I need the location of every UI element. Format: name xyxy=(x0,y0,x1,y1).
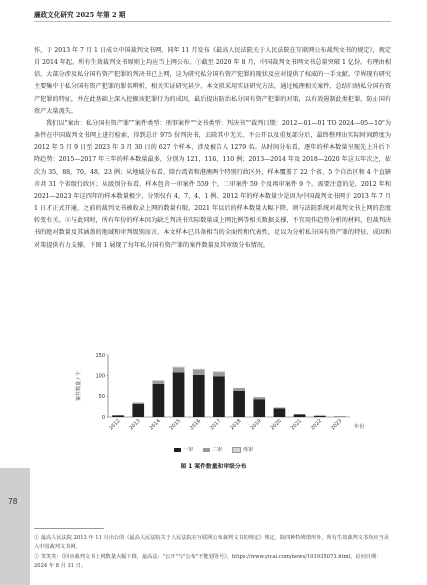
bar-chart xyxy=(70,347,370,447)
y-tick-label: 0 xyxy=(101,414,105,421)
legend-label: 一审 xyxy=(182,447,194,453)
x-tick-label: 2012 xyxy=(108,418,122,432)
x-tick-label: 2021 xyxy=(289,418,303,432)
x-tick-label: 2022 xyxy=(309,418,324,432)
chart-legend xyxy=(0,446,427,453)
bar-segment xyxy=(314,416,326,417)
bar-segment xyxy=(193,375,205,417)
page-number: 78 xyxy=(8,497,18,506)
bar-segment xyxy=(213,372,225,373)
bar-segment xyxy=(173,367,185,368)
bar-segment xyxy=(253,398,265,400)
bar-segment xyxy=(193,369,205,370)
x-tick-label: 2014 xyxy=(148,418,162,432)
y-tick-label: 150 xyxy=(95,352,105,359)
legend-item xyxy=(232,446,253,453)
bar-segment xyxy=(193,370,205,375)
bar-segment xyxy=(233,388,245,390)
x-tick-label: 2015 xyxy=(168,418,182,432)
figure-caption: 图 1 案件数量和审级分布 xyxy=(180,464,247,470)
bar-segment xyxy=(173,372,185,417)
running-header: 廉政文化研究 2025 年第 2 期 xyxy=(34,11,126,19)
footnote: ① 最高人民法院 2013 年 11 月出台的《最高人民法院关于人民法院在互联网公布裁判文书的规定》规定，除四种特殊情形外，所有生效裁判文书均应当录入中国裁判文书网。 xyxy=(34,535,389,550)
body-text xyxy=(34,45,391,252)
bar-segment xyxy=(132,403,144,404)
x-tick-label: 2019 xyxy=(249,418,263,432)
bar-segment xyxy=(132,404,144,417)
footnote: ② 笑笑笑：《回应裁判文书上网数量大幅下降，最高法："公开"与"公布"不能划等号》，https://www.yicai.com/news/101935073.html，访问日期：2024 年 8 月 31 日。 xyxy=(34,554,382,569)
bar-segment xyxy=(173,368,185,373)
header-divider xyxy=(34,21,391,22)
x-tick-label: 2020 xyxy=(269,418,283,432)
x-axis-label: 年份 xyxy=(354,424,365,430)
x-tick-label: 2023 xyxy=(330,418,344,432)
y-tick-label: 50 xyxy=(98,394,105,401)
legend-swatch xyxy=(232,447,241,453)
bar-segment xyxy=(153,381,165,384)
x-tick-label: 2016 xyxy=(188,418,203,432)
footnotes xyxy=(34,534,391,572)
x-tick-label: 2017 xyxy=(209,418,223,432)
bar-chart-svg xyxy=(70,347,370,447)
y-tick-label: 100 xyxy=(95,373,105,380)
legend-label: 二审 xyxy=(211,447,223,453)
legend-swatch xyxy=(203,448,210,452)
bar-segment xyxy=(294,415,306,417)
bar-segment xyxy=(112,415,124,417)
paragraph: 我们以"案由：私分国有资产罪""案件类型：刑事案件""文书类型：判决书""裁判日期：2012—01—01 TO 2024—05—10"为条件在中国裁判文书网上进行检索，得到总计 975 份判决书，去除其中无关、不公开以及重复部分后，最终整理出实际时间跨度为 2012 年 5 月 9 日至 2023 年 3 月 30 日的 627 个样本，涉及被告人 1279 名。从时间分布看，逐年的样本数量呈现先上升后下降趋势：2015—2017 年三年的样本数量最多，分别为 121，116，110 例；2013—2014 年及 2018—2020 年这五年次之，依次为 35，88，70，48，23 例；从地域分布看，除台湾省和港澳两个特别行政区外，样本覆盖了 22 个省、5 个自治区和 4 个直辖市共 31 个省级行政区；从级别分布看，样本包含一审案件 559 个，二审案件 59 个及再审案件 9 个。需要注意的是，2012 年和 2021—2023 年这四年的样本数量极少，分别仅有 4，7，4，1 例。2012 年的样本数量少是因为中国裁判文书网于 2013 年 7 月 1 日才正式开通，之前的裁判文书被收录上网的数量有限。2021 年以后的样本数量大幅下降，则与法院系统对裁判文书上网的态度转变有关。②与此同时，所有年份的样本因为缺乏判决书实际数量或上网比例等相关数据支撑，不宜用作趋势分析的材料，但裁判决书的绝对数量及其涵盖的地域和审判级别而言，本文样本已具备相当的全面性和代表性，足以为分析私分国有资产罪的特征、成因和对策提供有力支撑。下图 1 展现了每年私分国有资产罪的案件数量及其审级分布情况。 xyxy=(34,119,391,249)
x-tick-label: 2013 xyxy=(128,418,142,432)
legend-swatch xyxy=(174,448,181,452)
page-corner-tab xyxy=(0,468,30,585)
bar-segment xyxy=(213,376,225,417)
bar-segment xyxy=(213,372,225,376)
bar-segment xyxy=(233,391,245,417)
legend-label: 再审 xyxy=(242,447,254,453)
legend-item xyxy=(203,446,222,453)
footnote-divider xyxy=(34,528,104,529)
y-axis-label: 案件数量 / 个 xyxy=(76,371,82,401)
x-tick-label: 2018 xyxy=(229,418,243,432)
legend-item xyxy=(174,446,193,453)
bar-segment xyxy=(274,408,286,417)
bar-segment xyxy=(274,407,286,408)
bar-segment xyxy=(253,399,265,417)
paragraph: 作，于 2013 年 7 月 1 日成立中国裁判文书网，同年 11 月发布《最高人民法院关于人民法院在互联网公布裁判文书的规定》，规定自 2014 年起，所有生效裁判文书原则上均应当上网公布。①截至 2020 年 8 月，中国裁判文书网文书总量突破 1 亿份。有理由相信，大部分涉及私分国有资产犯罪的判决书已上网，这为研究私分国有资产犯罪的现状及应对提供了权威的一手文献。学界现有研究主要集中于私分国有资产犯罪的罪名辨析，相关实证研究甚少。本文拟采用实证研究方法，通过梳理相关案件，总结归纳私分国有资产犯罪的特征，并在此基础上深入挖掘该犯罪行为的成因，最后提出防治私分国有资产犯罪的对策，以有效遏制此类犯罪，防止国有资产大量流失。 xyxy=(34,47,391,115)
bar-segment xyxy=(153,384,165,417)
